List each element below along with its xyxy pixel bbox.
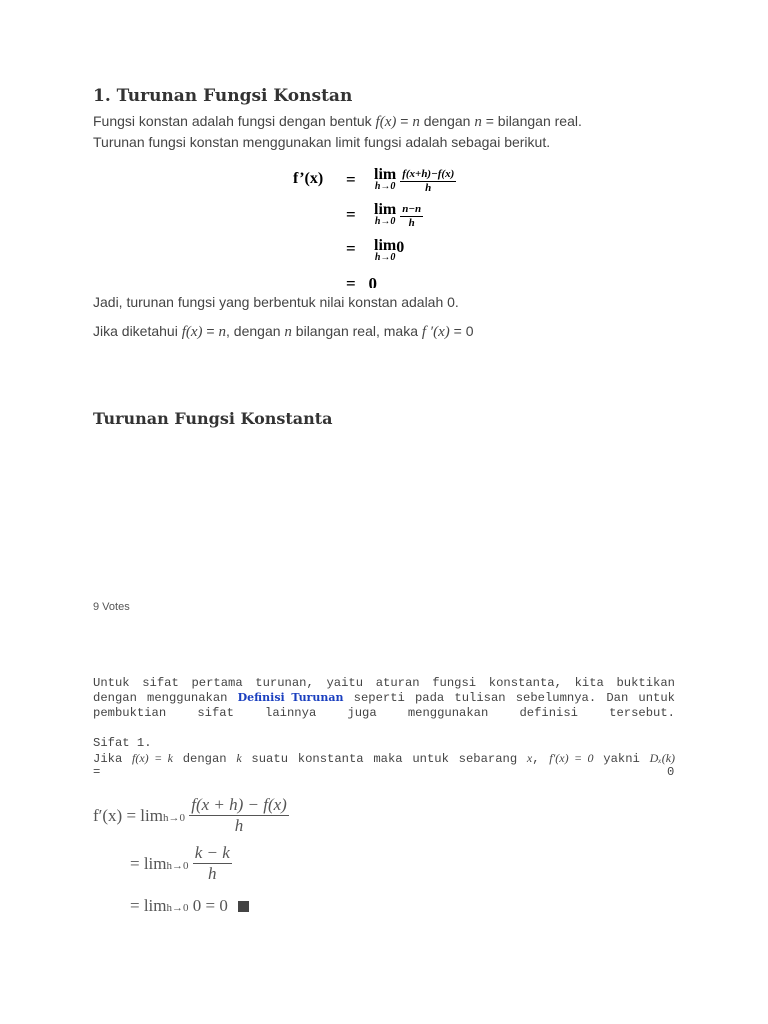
limit-row-2	[374, 203, 423, 230]
limit-value: 0	[396, 239, 405, 256]
text: Jika	[93, 752, 133, 766]
paragraph-line-3: pembuktian sifat lainnya juga menggunakan definisi tersebut.	[93, 706, 675, 720]
fx-symbol: f(x)	[375, 114, 397, 130]
denominator: h	[425, 182, 432, 194]
intro-line: Turunan fungsi konstan menggunakan limit fungsi adalah sebagai berikut.	[93, 134, 551, 150]
prefix-text: = lim	[130, 853, 167, 873]
denominator: h	[234, 816, 244, 835]
text: dengan	[172, 752, 237, 766]
text: Fungsi konstan adalah fungsi dengan bentuk	[93, 113, 376, 129]
sifat-zero: 0	[667, 765, 675, 779]
equals-sign: =	[346, 205, 356, 224]
sifat-equals: =	[93, 765, 101, 779]
proof-row-2	[130, 843, 232, 884]
sifat-statement	[93, 751, 675, 766]
text: =	[396, 113, 413, 129]
dx-operator: Dₓ(k)	[649, 751, 676, 765]
lhs-text: f′(x) = lim	[93, 805, 163, 825]
limit-operator	[374, 239, 396, 263]
numerator: n−n	[402, 203, 422, 215]
lim-text: lim	[374, 237, 397, 254]
text: yakni	[593, 752, 650, 766]
numerator: f(x+h)−f(x)	[402, 168, 455, 180]
paragraph-line-1: Untuk sifat pertama turunan, yaitu aturan fungsi konstanta, kita buktikan	[93, 676, 675, 690]
rule-line	[93, 321, 473, 342]
limit-row-1	[374, 168, 456, 195]
n-symbol: n	[284, 324, 292, 340]
equals-sign: =	[346, 170, 356, 189]
section-title: 1. Turunan Fungsi Konstan	[93, 86, 353, 106]
denominator: h	[408, 217, 415, 229]
text: ,	[532, 752, 550, 766]
limit-operator	[374, 203, 396, 227]
text: = 0	[449, 323, 474, 339]
text: bilangan real, maka	[291, 323, 422, 339]
fprime-equals-zero: f′(x) = 0	[549, 751, 594, 765]
lim-subscript: h→0	[374, 252, 396, 263]
equals-sign: =	[346, 239, 356, 258]
sifat-title: Sifat 1.	[93, 736, 152, 750]
definisi-turunan-link[interactable]: Definisi Turunan	[237, 691, 344, 704]
numerator: k − k	[194, 843, 230, 862]
n-symbol: n	[412, 114, 420, 130]
text: , dengan	[226, 323, 285, 339]
equals-sign: =	[346, 274, 356, 288]
fraction	[400, 168, 456, 195]
lim-subscript: h→0	[374, 216, 396, 227]
limit-row-3	[374, 239, 404, 263]
result-value: 0	[368, 274, 377, 288]
qed-square-icon	[238, 901, 249, 912]
prefix-text: = lim	[130, 896, 167, 915]
text: dengan menggunakan	[93, 691, 238, 705]
limit-operator	[374, 168, 396, 192]
fraction	[400, 203, 423, 230]
lhs	[93, 806, 185, 825]
lim-subscript: h→0	[162, 811, 185, 824]
text: dengan	[419, 113, 475, 129]
proof-row-3	[130, 896, 249, 916]
lim-subscript: h→0	[166, 859, 189, 872]
text: suatu konstanta maka untuk sebarang	[241, 752, 527, 766]
k-symbol: k	[236, 751, 242, 765]
fraction	[189, 795, 289, 836]
numerator: f(x + h) − f(x)	[191, 795, 287, 814]
conclusion-line: Jadi, turunan fungsi yang berbentuk nilai konstan adalah 0.	[93, 294, 459, 310]
paragraph-line-2	[93, 691, 675, 705]
votes-count: 9 Votes	[93, 601, 130, 613]
section-title-2: Turunan Fungsi Konstanta	[93, 409, 333, 428]
fx-equals-k: f(x) = k	[132, 751, 173, 765]
lim-subscript: h→0	[166, 902, 189, 914]
x-symbol: x	[526, 751, 533, 765]
result-text: 0 = 0	[188, 896, 228, 915]
definition-line	[93, 111, 582, 132]
lim-text: lim	[374, 166, 397, 183]
text: = bilangan real.	[481, 113, 582, 129]
text: Jika diketahui	[93, 323, 182, 339]
n-symbol: n	[474, 114, 482, 130]
n-symbol: n	[218, 324, 227, 340]
text: seperti pada tulisan sebelumnya. Dan untuk	[343, 691, 675, 705]
row-4-clip	[340, 272, 400, 288]
prefix	[130, 854, 189, 873]
lim-subscript: h→0	[374, 181, 396, 192]
denominator: h	[208, 864, 217, 883]
derivative-lhs: f’(x)	[293, 170, 324, 187]
fx-symbol: f(x)	[181, 324, 203, 340]
lim-text: lim	[374, 201, 397, 218]
fprime-symbol: f ′(x)	[421, 324, 450, 340]
proof-row-1	[93, 795, 289, 836]
limit-row-4	[346, 274, 377, 288]
text: =	[202, 323, 219, 339]
fraction	[193, 843, 232, 884]
